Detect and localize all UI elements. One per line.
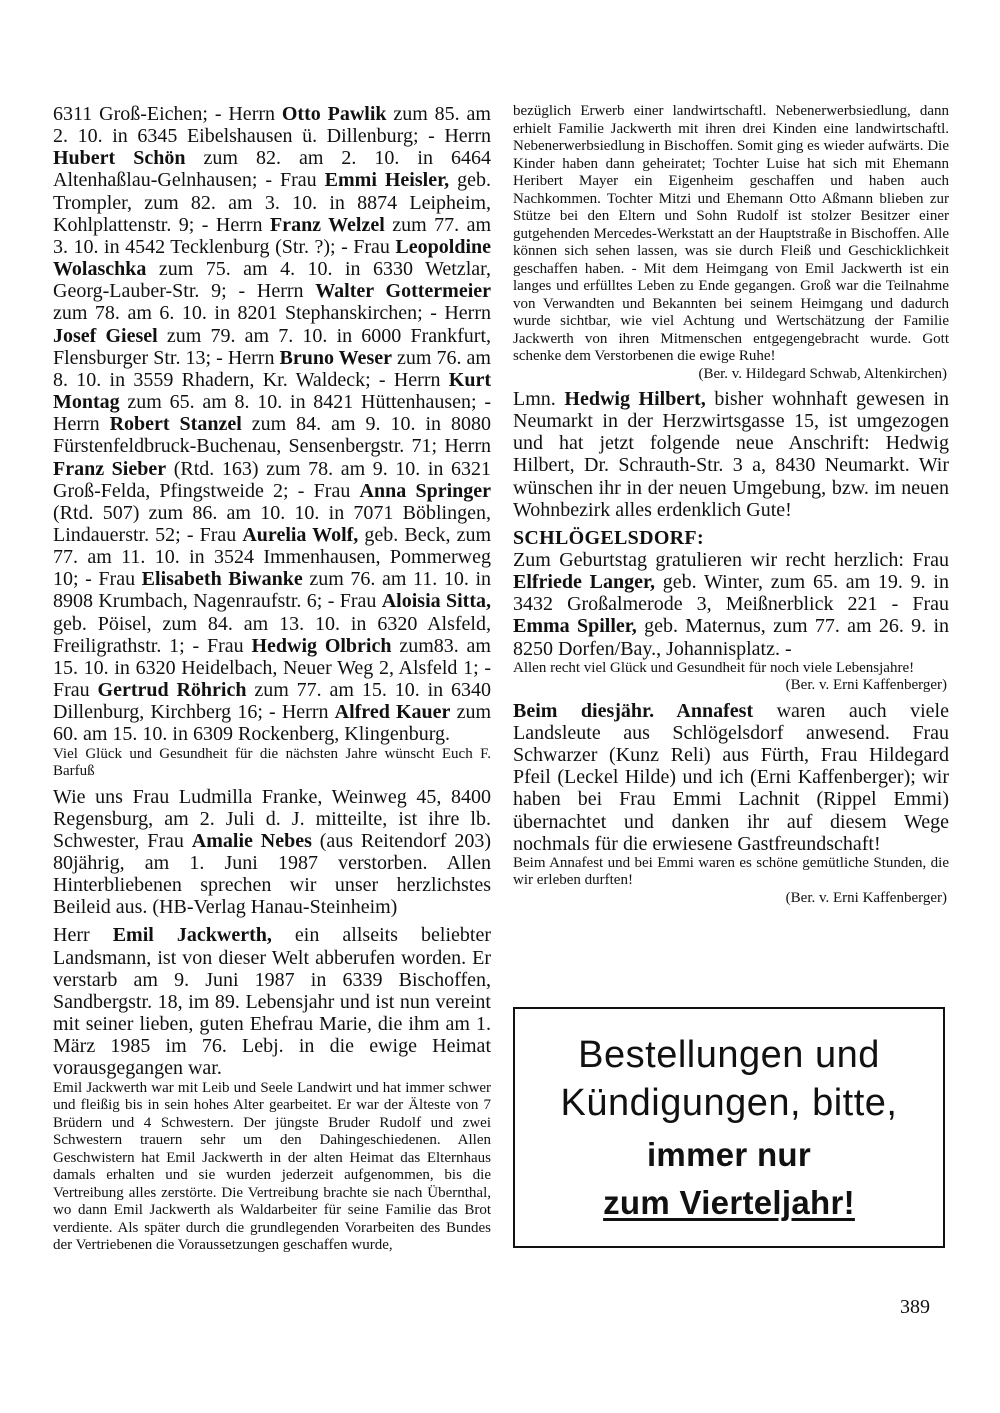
page-number: 389 bbox=[900, 1296, 930, 1318]
name-highlight: Walter Gottermeier bbox=[315, 280, 491, 303]
text-run: ein allseits beliebter Landsmann, ist von dieser Welt abberufen worden. Er verstarb am 9. Juni 1987 in 6339 Bischoffen, Sandbergstr. 18, im 89. Lebensjahr und ist nun vereint mit seiner lieben, guten Ehefrau Marie, die ihm am 1. März 1985 im 76. Lebj. in die ewige Heimat vorausgegangen war. bbox=[53, 924, 491, 1080]
name-highlight: Aurelia Wolf, bbox=[242, 523, 359, 546]
text-run: zum 75. am 4. 10. in 6330 Wetzlar, Georg-Lauber-Str. 9; - Herrn bbox=[53, 258, 491, 303]
text-run: geb. Winter, zum 65. am 19. 9. in 3432 Großalmerode 3, Meißnerblick 221 - Frau bbox=[513, 571, 949, 616]
name-highlight: Franz Welzel bbox=[269, 213, 385, 236]
name-highlight: Leopoldine Wolaschka bbox=[53, 235, 491, 281]
name-highlight: Kurt Montag bbox=[53, 368, 491, 414]
text-run: zum 85. am 2. 10. in 6345 Eibelshausen ü. Dillenburg; - Herrn bbox=[53, 103, 491, 148]
obituary-jackwerth-detail: Emil Jackwerth war mit Leib und Seele Landwirt und hat immer schwer und fleißig bis in sein hohes Alter gearbeitet. Er war der Älteste von 7 Brüdern und 4 Schwestern. Der jüngste Bruder Rudolf und zwei Schwestern trauern sehr um den Dahingeschiedenen. Allen Geschwistern hat Emil Jackwerth in der alten Heimat das Elternhaus damals erhalten und sie wurden jederzeit aufgenommen, bis die Vertreibung alles zerstörte. Die Vertreibung brachte sie nach Übernthal, wo dann Emil Jackwerth als Waldarbeiter für seine Familie das Brot verdiente. Als später durch die grundlegenden Vorarbeiten des Bundes der Vertriebenen die Voraussetzungen geschaffen wurde, bbox=[53, 1079, 491, 1254]
text-run: (Rtd. 507) zum 86. am 10. 10. in 7071 Böblingen, Lindauerstr. 52; - Frau bbox=[53, 501, 491, 546]
text-run: zum 77. am 3. 10. in 4542 Tecklenburg (Str. ?); - Frau bbox=[53, 213, 491, 258]
text-run: zum 65. am 8. 10. in 8421 Hüttenhausen; - Herrn bbox=[53, 391, 491, 436]
birthday-wish: Allen recht viel Glück und Gesundheit für noch viele Lebensjahre! bbox=[513, 659, 915, 676]
name-highlight: Aloisia Sitta, bbox=[381, 590, 491, 613]
name-highlight: Franz Sieber bbox=[53, 457, 167, 480]
report-signature: (Ber. v. Hildegard Schwab, Altenkirchen) bbox=[698, 365, 947, 382]
text-run: zum 76. am 11. 10. in 8908 Krumbach, Nagenraufstr. 6; - Frau bbox=[53, 568, 491, 613]
text-run: 6311 Groß-Eichen; - Herrn bbox=[53, 103, 282, 125]
name-highlight: Alfred Kauer bbox=[334, 701, 451, 724]
text-run: Wie uns Frau Ludmilla Franke, Weinweg 45, 8400 Regensburg, am 2. Juli d. J. mitteilte, ist ihre lb. Schwester, Frau bbox=[53, 785, 491, 852]
subscription-notice-box bbox=[513, 1007, 945, 1248]
text-run: zum 60. am 15. 10. in 6309 Rockenberg, Klingenburg. bbox=[53, 701, 491, 746]
name-highlight: Anna Springer bbox=[359, 479, 491, 502]
name-highlight: Hubert Schön bbox=[53, 147, 186, 170]
text-run: Zum Geburtstag gratulieren wir recht herzlich: Frau bbox=[513, 548, 949, 571]
name-highlight: Elisabeth Biwanke bbox=[141, 568, 303, 591]
name-highlight: Emmi Heisler, bbox=[324, 169, 450, 192]
notice-line: Bestellungen und bbox=[578, 1034, 880, 1076]
text-run: zum 84. am 9. 10. in 8080 Fürstenfeldbruck-Buchenau, Sensenbergstr. 71; Herrn bbox=[53, 413, 491, 458]
address-change-hilbert bbox=[513, 388, 949, 521]
name-highlight: Otto Pawlik bbox=[281, 103, 387, 125]
text-run: geb. Trompler, zum 82. am 3. 10. in 8874 Leipheim, Kohlplattenstr. 9; - Herrn bbox=[53, 169, 491, 236]
name-highlight: Hedwig Olbrich bbox=[251, 634, 392, 657]
text-run: zum83. am 15. 10. in 6320 Heidelbach, Neuer Weg 2, Alsfeld 1; - Frau bbox=[53, 634, 491, 702]
text-run: zum 78. am 6. 10. in 8201 Stephanskirchen; - Herrn bbox=[53, 302, 491, 325]
birthday-list-schloegelsdorf bbox=[513, 549, 949, 660]
name-highlight: Robert Stanzel bbox=[109, 413, 242, 436]
text-run: bisher wohnhaft gewesen in Neumarkt in der Herzwirtsgasse 15, ist umgezogen und hat jetzt folgende neue Anschrift: Hedwig Hilbert, Dr. Schrauth-Str. 3 a, 8430 Neumarkt. Wir wünschen ihr in der neuen Umgebung, bzw. im neuen Wohnbezirk alles erdenklich Gute! bbox=[513, 388, 950, 521]
text-run: zum 79. am 7. 10. in 6000 Frankfurt, Flensburger Str. 13; - Herrn bbox=[53, 324, 491, 369]
text-run: geb. Beck, zum 77. am 11. 10. in 3524 Immenhausen, Pommerweg 10; - Frau bbox=[53, 523, 491, 591]
notice-line: Kündigungen, bitte, bbox=[560, 1082, 898, 1124]
name-highlight: Josef Giesel bbox=[53, 324, 158, 347]
name-highlight: Hedwig Hilbert, bbox=[564, 388, 706, 410]
obituary-jackwerth bbox=[53, 924, 491, 1079]
text-run: Lmn. bbox=[513, 388, 565, 410]
text-run: (Rtd. 163) zum 78. am 9. 10. in 6321 Groß-Felda, Pfingstweide 2; - Frau bbox=[53, 457, 492, 502]
report-signature: (Ber. v. Erni Kaffenberger) bbox=[785, 677, 947, 694]
name-highlight: Elfriede Langer, bbox=[513, 571, 656, 594]
name-highlight: Emil Jackwerth, bbox=[112, 924, 272, 947]
notice-line: zum Vierteljahr! bbox=[603, 1184, 855, 1221]
text-run: zum 77. am 15. 10. in 6340 Dillenburg, Kirchberg 16; - Herrn bbox=[53, 679, 491, 724]
text-run: geb. Pöisel, zum 84. am 13. 10. in 6320 Alsfeld, Freiligrathstr. 1; - Frau bbox=[53, 612, 491, 657]
name-highlight: Emma Spiller, bbox=[513, 615, 637, 638]
birthday-wishes: Viel Glück und Gesundheit für die nächsten Jahre wünscht Euch F. Barfuß bbox=[53, 745, 491, 780]
text-run: geb. Maternus, zum 77. am 26. 9. in 8250 Dorfen/Bay., Johannisplatz. - bbox=[513, 615, 949, 660]
text-run: Herr bbox=[53, 924, 113, 947]
right-column bbox=[513, 103, 949, 907]
text-run: zum 82. am 2. 10. in 6464 Altenhaßlau-Gelnhausen; - Frau bbox=[53, 147, 491, 192]
text-run: (aus Reitendorf 203) 80jährig, am 1. Juni 1987 verstorben. Allen Hinterbliebenen sprechen wir unser herzlichstes Beileid aus. (HB-Verlag Hanau-Steinheim) bbox=[53, 829, 491, 919]
notice-line: immer nur bbox=[646, 1136, 812, 1173]
section-heading: SCHLÖGELSDORF: bbox=[513, 526, 704, 549]
obituary-jackwerth-continued: bezüglich Erwerb einer landwirtschaftl. Nebenerwerbsiedlung, dann erhielt Familie Jackwerth mit ihren drei Kinden eine landwirtschaftl. Nebenerwerbsiedlung in Bischoffen. Somit ging es wieder aufwärts. Die Kinder haben dann geheiratet; Tochter Luise hat sich mit Ehemann Heribert Mayer ein Eigenheim geschaffen und haben auch Nachkommen. Tochter Mitzi und Ehemann Otto Aßmann blieben zur Stütze bei den Eltern und Sohn Rudolf ist stolzer Besitzer einer gutgehenden Mercedes-Werkstatt an der Hauptstraße in Bischoffen. Alle können sich sehen lassen, was sie durch Fleiß und Geschicklichkeit geschaffen haben. - Mit dem Heimgang von Emil Jackwerth ist ein langes und erfülltes Leben zu Ende gegangen. Groß war die Teilnahme von Verwandten und Bekannten bei seinem Heimgang und dadurch wurde sichtbar, wie viel Achtung und Wertschätzung der Familie Jackwerth von ihren Mitmenschen entgegengebracht wurde. Gott schenke dem Verstorbenen die ewige Ruhe! bbox=[513, 103, 949, 364]
text-run: waren auch viele Landsleute aus Schlögelsdorf anwesend. Frau Schwarzer (Kunz Reli) aus Fürth, Frau Hildegard Pfeil (Leckel Hilde) und ich (Erni Kaffenberger); wir haben bei Frau Emmi Lachnit (Rippel Emmi) übernachtet und danken ihr auf diesem Wege nochmals für die erwiesene Gastfreundschaft! bbox=[513, 699, 949, 855]
name-highlight: Amalie Nebes bbox=[191, 829, 312, 852]
text-run: zum 76. am 8. 10. in 3559 Rhadern, Kr. Waldeck; - Herrn bbox=[53, 346, 491, 391]
name-highlight: Bruno Weser bbox=[279, 346, 392, 369]
name-highlight: Beim diesjähr. Annafest bbox=[513, 699, 754, 722]
left-column bbox=[53, 103, 491, 1255]
annafest-report bbox=[513, 700, 949, 855]
birthday-list bbox=[53, 103, 491, 746]
report-signature: (Ber. v. Erni Kaffenberger) bbox=[785, 889, 947, 906]
name-highlight: Gertrud Röhrich bbox=[97, 679, 247, 702]
obituary-nebes bbox=[53, 786, 491, 919]
annafest-note: Beim Annafest und bei Emmi waren es schöne gemütliche Stunden, die wir erleben durften! bbox=[513, 854, 949, 889]
